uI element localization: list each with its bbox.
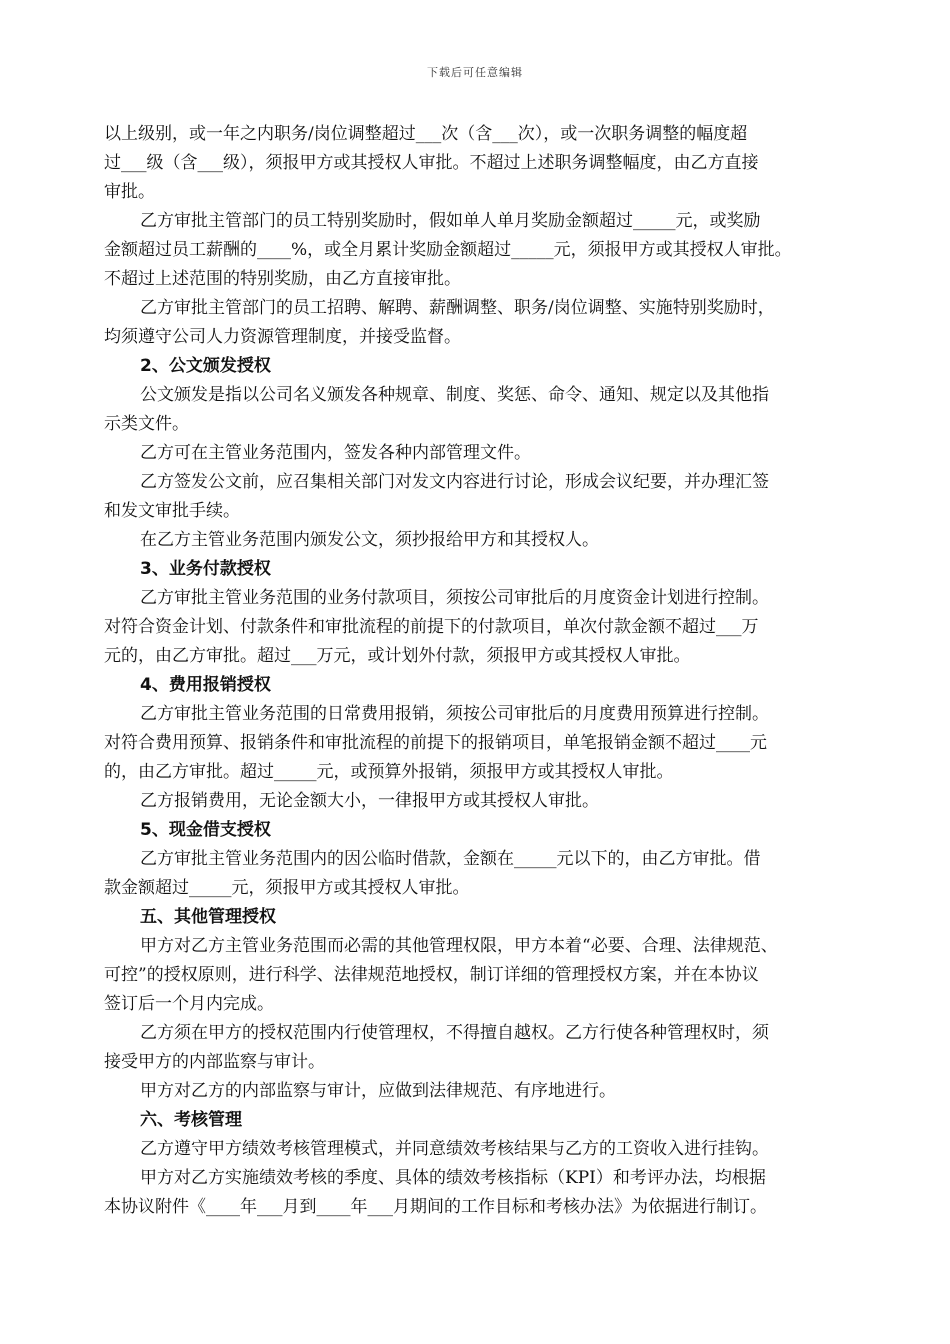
body-line: 乙方报销费用，无论金额大小，一律报甲方或其授权人审批。 — [140, 791, 599, 811]
page-header: 下载后可任意编辑 — [427, 66, 523, 79]
body-line: 接受甲方的内部监察与审计。 — [104, 1052, 325, 1072]
section-heading: 2、公文颁发授权 — [140, 356, 271, 376]
body-line: 审批。 — [104, 182, 155, 202]
body-line: 乙方须在甲方的授权范围内行使管理权，不得擅自越权。乙方行使各种管理权时，须 — [140, 1023, 769, 1043]
body-line: 过___级（含___级），须报甲方或其授权人审批。不超过上述职务调整幅度，由乙方直接 — [104, 153, 759, 173]
body-line: 和发文审批手续。 — [104, 501, 240, 521]
section-heading: 5、现金借支授权 — [140, 820, 271, 840]
body-line: 签订后一个月内完成。 — [104, 994, 274, 1014]
body-line: 对符合费用预算、报销条件和审批流程的前提下的报销项目，单笔报销金额不超过____元 — [104, 733, 767, 753]
body-line: 乙方审批主管业务范围的业务付款项目，须按公司审批后的月度资金计划进行控制。 — [140, 588, 769, 608]
body-line: 甲方对乙方的内部监察与审计，应做到法律规范、有序地进行。 — [140, 1081, 616, 1101]
body-line: 的，由乙方审批。超过_____元，或预算外报销，须报甲方或其授权人审批。 — [104, 762, 674, 782]
body-line: 甲方对乙方主管业务范围而必需的其他管理权限，甲方本着“必要、合理、法律规范、 — [140, 936, 778, 956]
body-line: 在乙方主管业务范围内颁发公文，须抄报给甲方和其授权人。 — [140, 530, 599, 550]
body-line: 乙方可在主管业务范围内，签发各种内部管理文件。 — [140, 443, 531, 463]
body-line: 乙方审批主管业务范围内的因公临时借款，金额在_____元以下的，由乙方审批。借 — [140, 849, 761, 869]
body-line: 对符合资金计划、付款条件和审批流程的前提下的付款项目，单次付款金额不超过___万 — [104, 617, 759, 637]
body-line: 甲方对乙方实施绩效考核的季度、具体的绩效考核指标（KPI）和考评办法，均根据 — [140, 1168, 766, 1188]
body-line: 乙方遵守甲方绩效考核管理模式，并同意绩效考核结果与乙方的工资收入进行挂钩。 — [140, 1139, 769, 1159]
body-line: 乙方审批主管业务范围的日常费用报销，须按公司审批后的月度费用预算进行控制。 — [140, 704, 769, 724]
section-heading: 4、费用报销授权 — [140, 675, 271, 695]
section-heading: 六、考核管理 — [140, 1110, 242, 1130]
body-line: 不超过上述范围的特别奖励，由乙方直接审批。 — [104, 269, 461, 289]
body-line: 金额超过员工薪酬的____%，或全月累计奖励金额超过_____元，须报甲方或其授权人审批。 — [104, 240, 792, 260]
section-heading: 五、其他管理授权 — [140, 907, 276, 927]
body-line: 示类文件。 — [104, 414, 189, 434]
body-line: 本协议附件《____年___月到____年___月期间的工作目标和考核办法》为依据进行制订。 — [104, 1197, 767, 1217]
body-line: 以上级别，或一年之内职务/岗位调整超过___次（含___次），或一次职务调整的幅度超 — [104, 124, 748, 144]
body-line: 均须遵守公司人力资源管理制度，并接受监督。 — [104, 327, 461, 347]
body-line: 款金额超过_____元，须报甲方或其授权人审批。 — [104, 878, 470, 898]
body-line: 公文颁发是指以公司名义颁发各种规章、制度、奖惩、命令、通知、规定以及其他指 — [140, 385, 769, 405]
document-body — [104, 120, 850, 1222]
body-line: 可控”的授权原则，进行科学、法律规范地授权，制订详细的管理授权方案，并在本协议 — [104, 965, 759, 985]
section-heading: 3、业务付款授权 — [140, 559, 271, 579]
body-line: 乙方审批主管部门的员工招聘、解聘、薪酬调整、职务/岗位调整、实施特别奖励时， — [140, 298, 775, 318]
body-line: 乙方审批主管部门的员工特别奖励时，假如单人单月奖励金额超过_____元，或奖励 — [140, 211, 761, 231]
body-line: 乙方签发公文前，应召集相关部门对发文内容进行讨论，形成会议纪要，并办理汇签 — [140, 472, 769, 492]
body-line: 元的，由乙方审批。超过___万元，或计划外付款，须报甲方或其授权人审批。 — [104, 646, 691, 666]
